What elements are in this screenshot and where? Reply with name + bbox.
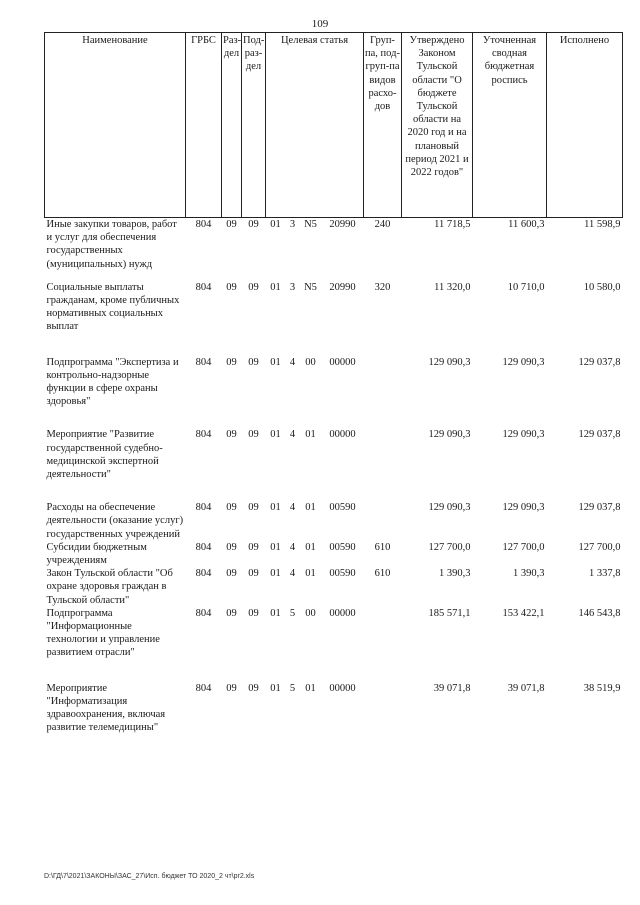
cell-t1: 01 (270, 682, 281, 694)
cell-grbs: 804 (195, 356, 212, 368)
cell-rz: 09 (226, 541, 237, 553)
cell-t2: 3 (289, 219, 296, 230)
cell-grbs: 804 (195, 281, 212, 293)
header-name: Наименование (45, 33, 186, 218)
cell-t3: 01 (305, 541, 316, 553)
cell-refined: 10 710,0 (507, 281, 545, 293)
page-number: 109 (311, 18, 329, 30)
cell-t2: 5 (289, 682, 296, 694)
table-row (45, 356, 623, 409)
cell-name: Расходы на обеспечение деятельности (оказание услуг) государственных учреждений (46, 502, 184, 540)
cell-t1: 01 (270, 281, 281, 293)
cell-grbs: 804 (195, 219, 212, 230)
cell-vr: 610 (374, 541, 391, 553)
cell-t4: 00590 (329, 502, 356, 514)
cell-t1: 01 (270, 607, 281, 619)
table-row (45, 567, 623, 607)
cell-rz: 09 (226, 568, 237, 580)
cell-pr: 09 (248, 356, 259, 368)
cell-approved: 1 390,3 (439, 568, 471, 580)
budget-table (44, 32, 623, 735)
cell-name: Мероприятие "Информатизация здравоохранения, включая развитие телемедицины" (46, 682, 166, 734)
cell-rz: 09 (226, 219, 237, 230)
cell-refined: 11 600,3 (508, 219, 545, 230)
table-row (45, 682, 623, 735)
cell-rz: 09 (226, 429, 237, 441)
header-row (45, 33, 623, 218)
cell-approved: 11 718,5 (434, 219, 471, 230)
cell-name: Субсидии бюджетным учреждениям (46, 541, 147, 567)
cell-vr: 240 (374, 219, 391, 230)
cell-rz: 09 (226, 502, 237, 514)
cell-t3: 01 (305, 568, 316, 580)
cell-t2: 4 (289, 541, 296, 553)
table-row (45, 218, 623, 271)
cell-vr: 320 (374, 281, 391, 293)
header-group: Груп-па, под-груп-па видов расхо-дов (364, 33, 402, 218)
cell-t2: 3 (289, 281, 296, 293)
cell-t2: 5 (289, 607, 296, 619)
cell-pr: 09 (248, 607, 259, 619)
cell-executed: 1 337,8 (589, 568, 621, 580)
cell-approved: 39 071,8 (433, 682, 471, 694)
cell-name: Подпрограмма "Информационные технологии и управление развитием отрасли" (46, 607, 160, 659)
cell-name: Закон Тульской области "Об охране здоровья граждан в Тульской области" (46, 568, 173, 606)
cell-name: Социальные выплаты гражданам, кроме публичных нормативных социальных выплат (46, 281, 180, 333)
cell-t2: 4 (289, 502, 296, 514)
cell-pr: 09 (248, 219, 259, 230)
cell-refined: 129 090,3 (502, 356, 545, 368)
cell-t4: 00590 (329, 568, 356, 580)
cell-t3: 00 (305, 607, 316, 619)
cell-refined: 129 090,3 (502, 429, 545, 441)
table-row (45, 541, 623, 567)
cell-t4: 00000 (329, 429, 356, 441)
cell-grbs: 804 (195, 502, 212, 514)
cell-executed: 146 543,8 (578, 607, 621, 619)
cell-vr (364, 356, 402, 409)
cell-pr: 09 (248, 281, 259, 293)
cell-vr (364, 428, 402, 481)
table-row (45, 281, 623, 334)
cell-executed: 129 037,8 (578, 356, 621, 368)
cell-t1: 01 (270, 502, 281, 514)
cell-grbs: 804 (195, 541, 212, 553)
cell-approved: 129 090,3 (428, 356, 471, 368)
cell-pr: 09 (248, 502, 259, 514)
cell-t3: N5 (304, 281, 317, 293)
cell-t1: 01 (270, 429, 281, 441)
header-target: Целевая статья (266, 33, 364, 218)
cell-approved: 129 090,3 (428, 502, 471, 514)
cell-name: Иные закупки товаров, работ и услуг для обеспечения государственных (муниципальных) нужд (46, 219, 177, 270)
cell-t2: 4 (289, 356, 296, 368)
cell-t4: 00590 (329, 541, 356, 553)
cell-t2: 4 (289, 568, 296, 580)
cell-vr (364, 501, 402, 541)
cell-vr (364, 607, 402, 660)
header-approved: Утверждено Законом Тульской области "О бюджете Тульской области на 2020 год и на плановый период 2021 и 2022 годов" (402, 33, 473, 218)
table-body (45, 218, 623, 735)
file-path-footer: D:\ГД\7\2021\ЗАКОНЫ\ЗАС_27\Исп. бюджет ТО 2020_2 чт\pr2.xls (44, 873, 255, 880)
cell-t3: 00 (305, 356, 316, 368)
table-row (45, 428, 623, 481)
cell-vr (364, 682, 402, 735)
cell-vr: 610 (374, 568, 391, 580)
cell-name: Мероприятие "Развитие государственной судебно-медицинской экспертной деятельности" (46, 429, 163, 481)
cell-t1: 01 (270, 568, 281, 580)
cell-refined: 127 700,0 (502, 541, 545, 553)
cell-t3: 01 (305, 502, 316, 514)
cell-t4: 00000 (329, 356, 356, 368)
cell-executed: 127 700,0 (578, 541, 621, 553)
cell-refined: 39 071,8 (507, 682, 545, 694)
cell-rz: 09 (226, 682, 237, 694)
cell-pr: 09 (248, 682, 259, 694)
cell-grbs: 804 (195, 568, 212, 580)
cell-t2: 4 (289, 429, 296, 441)
cell-grbs: 804 (195, 607, 212, 619)
cell-rz: 09 (226, 607, 237, 619)
cell-t3: N5 (304, 219, 317, 230)
cell-t3: 01 (305, 429, 316, 441)
header-executed: Исполнено (547, 33, 623, 218)
cell-t4: 20990 (329, 281, 356, 293)
cell-refined: 1 390,3 (513, 568, 545, 580)
cell-executed: 10 580,0 (583, 281, 621, 293)
cell-refined: 153 422,1 (502, 607, 545, 619)
cell-grbs: 804 (195, 682, 212, 694)
cell-t1: 01 (270, 541, 281, 553)
cell-approved: 127 700,0 (428, 541, 471, 553)
cell-name: Подпрограмма "Экспертиза и контрольно-надзорные функции в сфере охраны здоровья" (46, 356, 179, 408)
cell-grbs: 804 (195, 429, 212, 441)
cell-approved: 129 090,3 (428, 429, 471, 441)
cell-rz: 09 (226, 356, 237, 368)
cell-rz: 09 (226, 281, 237, 293)
cell-t4: 00000 (329, 682, 356, 694)
cell-t1: 01 (270, 219, 281, 230)
cell-pr: 09 (248, 429, 259, 441)
cell-t4: 20990 (329, 219, 356, 230)
cell-executed: 38 519,9 (583, 682, 621, 694)
cell-refined: 129 090,3 (502, 502, 545, 514)
cell-t1: 01 (270, 356, 281, 368)
cell-executed: 11 598,9 (584, 219, 621, 230)
header-grbs: ГРБС (186, 33, 222, 218)
cell-executed: 129 037,8 (578, 429, 621, 441)
header-subsection: Под-раз-дел (242, 33, 266, 218)
table-row (45, 501, 623, 541)
header-refined: Уточненная сводная бюджетная роспись (473, 33, 547, 218)
cell-t3: 01 (305, 682, 316, 694)
cell-t4: 00000 (329, 607, 356, 619)
cell-executed: 129 037,8 (578, 502, 621, 514)
cell-approved: 185 571,1 (428, 607, 471, 619)
cell-pr: 09 (248, 568, 259, 580)
cell-pr: 09 (248, 541, 259, 553)
cell-approved: 11 320,0 (434, 281, 471, 293)
table-row (45, 607, 623, 660)
header-section: Раз-дел (222, 33, 242, 218)
